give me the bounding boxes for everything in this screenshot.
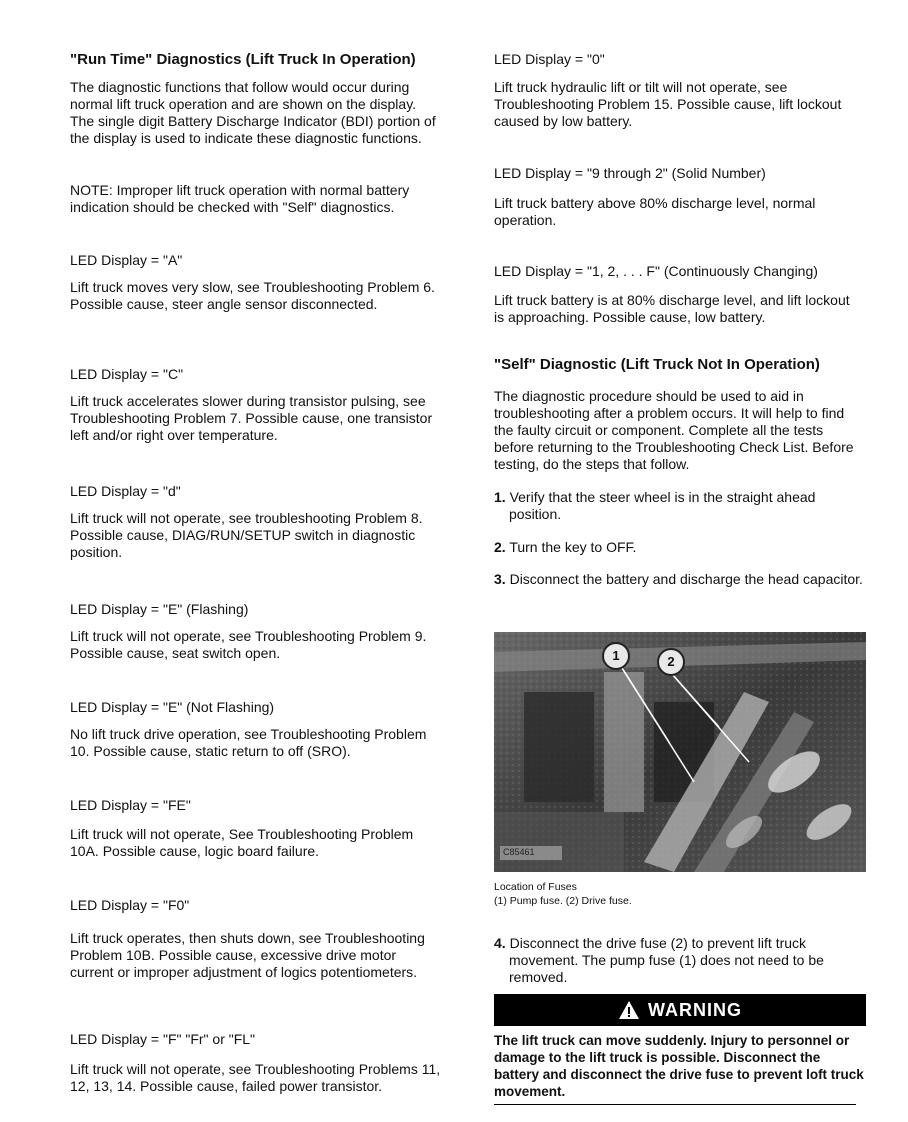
photo-caption-text: (1) Pump fuse. (2) Drive fuse.: [494, 895, 632, 907]
step-4-number: 4.: [494, 935, 506, 951]
step-3-number: 3.: [494, 571, 506, 587]
step-4: [494, 935, 854, 986]
led-changing-text: Lift truck battery is at 80% discharge level, and lift lockout is approaching. Possible cause, low battery.: [494, 292, 850, 325]
led-c-label: LED Display = "C": [70, 366, 184, 382]
fuse-location-photo: [494, 632, 866, 872]
step-3-text: Disconnect the battery and discharge the head capacitor.: [509, 571, 863, 587]
led-fe-text: Lift truck will not operate, See Troubleshooting Problem 10A. Possible cause, logic board failure.: [70, 826, 414, 859]
led-0-label: LED Display = "0": [494, 51, 605, 67]
led-c-text: Lift truck accelerates slower during transistor pulsing, see Troubleshooting Problem 7. Possible cause, one transistor left and/or right over temperature.: [70, 393, 433, 443]
led-f-fr-fl-text: Lift truck will not operate, see Troubleshooting Problems 11, 12, 13, 14. Possible cause, failed power transistor.: [70, 1061, 441, 1094]
led-d-label: LED Display = "d": [70, 483, 181, 499]
warning-box: [494, 994, 866, 1105]
callout-2: 2: [657, 648, 685, 676]
self-diagnostic-intro: The diagnostic procedure should be used to aid in troubleshooting after a problem occurs. It will help to find the faulty circuit or component. Complete all the tests before returning to the Troubleshooting Check List. Before testing, do the steps that follow.: [494, 388, 854, 472]
led-0-text: Lift truck hydraulic lift or tilt will not operate, see Troubleshooting Problem 15. Possible cause, lift lockout caused by low battery.: [494, 79, 842, 129]
warning-bottom-rule: [494, 1104, 856, 1105]
warning-triangle-icon: [618, 1000, 640, 1020]
led-f0-label: LED Display = "F0": [70, 897, 190, 913]
callout-1: 1: [602, 642, 630, 670]
led-e-flashing-label: LED Display = "E" (Flashing): [70, 601, 249, 617]
step-2-text: Turn the key to OFF.: [509, 539, 637, 555]
led-e-not-flashing-label: LED Display = "E" (Not Flashing): [70, 699, 275, 715]
step-1-number: 1.: [494, 489, 506, 505]
step-2-number: 2.: [494, 539, 506, 555]
step-1: [494, 489, 871, 523]
led-e-not-flashing-text: No lift truck drive operation, see Troubleshooting Problem 10. Possible cause, static return to off (SRO).: [70, 726, 427, 759]
run-time-note: NOTE: Improper lift truck operation with normal battery indication should be checked with "Self" diagnostics.: [70, 182, 410, 215]
step-1-text: Verify that the steer wheel is in the straight ahead position.: [509, 489, 816, 522]
led-e-flashing-text: Lift truck will not operate, see Troubleshooting Problem 9. Possible cause, seat switch open.: [70, 628, 427, 661]
run-time-intro: The diagnostic functions that follow would occur during normal lift truck operation and are shown on the display. The single digit Battery Discharge Indicator (BDI) portion of the display is used to indicate these diagnostic functions.: [70, 79, 436, 146]
led-changing-label: LED Display = "1, 2, . . . F" (Continuously Changing): [494, 263, 818, 279]
photo-tag: C85461: [503, 847, 535, 857]
warning-header: [494, 994, 866, 1026]
step-2: [494, 539, 871, 556]
led-f-fr-fl-label: LED Display = "F" "Fr" or "FL": [70, 1031, 256, 1047]
led-9-to-2-text: Lift truck battery above 80% discharge level, normal operation.: [494, 195, 816, 228]
warning-title: WARNING: [648, 999, 742, 1020]
self-diagnostic-heading: "Self" Diagnostic (Lift Truck Not In Operation): [494, 356, 820, 373]
led-fe-label: LED Display = "FE": [70, 797, 191, 813]
photo-caption-title: Location of Fuses: [494, 881, 577, 893]
step-3: [494, 571, 871, 588]
led-d-text: Lift truck will not operate, see troubleshooting Problem 8. Possible cause, DIAG/RUN/SETUP switch in diagnostic position.: [70, 510, 423, 560]
run-time-heading: "Run Time" Diagnostics (Lift Truck In Operation): [70, 51, 416, 68]
led-9-to-2-label: LED Display = "9 through 2" (Solid Number): [494, 165, 766, 181]
warning-text: The lift truck can move suddenly. Injury to personnel or damage to the lift truck is possible. Disconnect the battery and disconnect the drive fuse to prevent loft truck movement.: [494, 1033, 864, 1099]
step-4-text: Disconnect the drive fuse (2) to prevent lift truck movement. The pump fuse (1) does not need to be removed.: [509, 935, 824, 985]
led-a-label: LED Display = "A": [70, 252, 183, 268]
led-a-text: Lift truck moves very slow, see Troubleshooting Problem 6. Possible cause, steer angle sensor disconnected.: [70, 279, 435, 312]
led-f0-text: Lift truck operates, then shuts down, see Troubleshooting Problem 10B. Possible cause, excessive drive motor current or improper adjustment of logics potentiometers.: [70, 930, 425, 980]
